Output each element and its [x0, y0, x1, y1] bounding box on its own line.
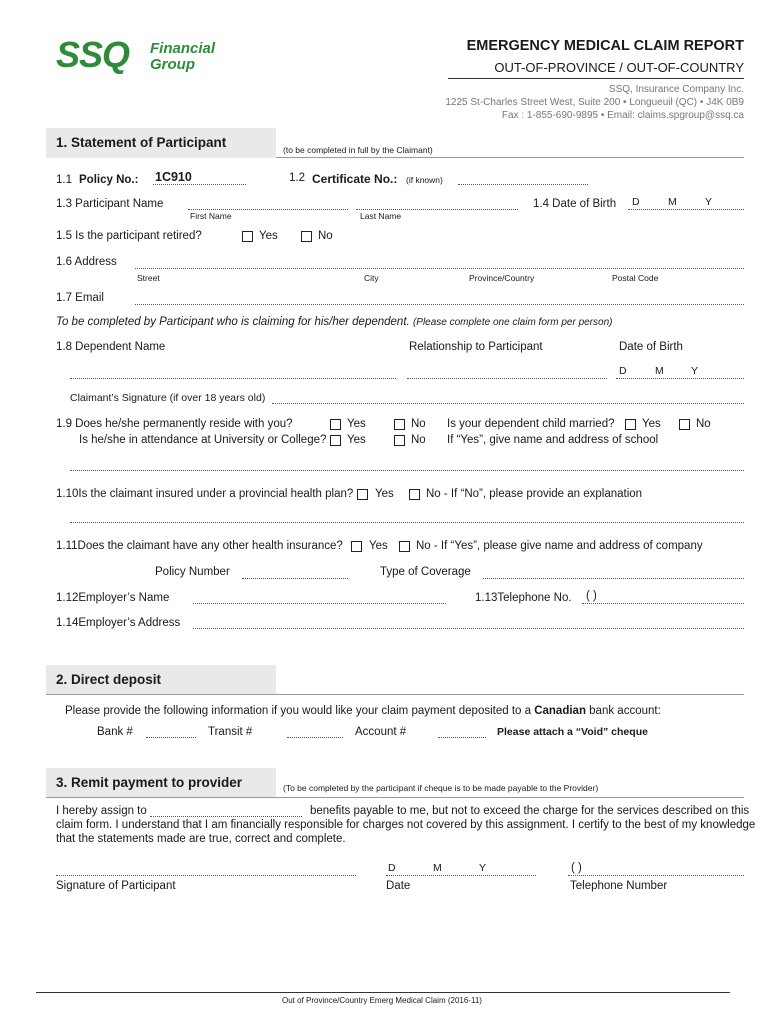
sig-date-label: Date	[386, 880, 411, 892]
section-3-note: (To be completed by the participant if cheque is to be made payable to the Provider)	[283, 783, 599, 793]
first-name-caption: First Name	[190, 211, 232, 221]
transit-label: Transit #	[208, 726, 253, 738]
telephone-field[interactable]	[582, 603, 744, 604]
employer-name-field[interactable]	[193, 603, 446, 604]
employer-name-label: 1.12Employer’s Name	[56, 592, 170, 604]
assign-text-a: I hereby assign to	[56, 805, 147, 817]
section-2-rule	[46, 694, 744, 695]
reside-no-checkbox[interactable]	[394, 419, 405, 430]
company-address: 1225 St-Charles Street West, Suite 200 • Longueuil (QC) • J4K 0B9	[445, 97, 744, 108]
certificate-number-field[interactable]	[458, 184, 588, 185]
married-question: Is your dependent child married?	[447, 418, 615, 430]
transit-field[interactable]	[287, 737, 343, 738]
other-policy-number-field[interactable]	[242, 578, 348, 579]
bank-field[interactable]	[146, 737, 196, 738]
participant-signature-label: Signature of Participant	[56, 880, 176, 892]
section-2-header	[46, 665, 276, 695]
policy-number-value[interactable]: 1C910	[155, 170, 192, 184]
type-coverage-field[interactable]	[483, 578, 744, 579]
school-instruction: If “Yes”, give name and address of school	[447, 434, 659, 446]
footer-text: Out of Province/Country Emerg Medical Claim (2016-11)	[282, 996, 482, 1005]
telephone-paren: ( )	[586, 590, 597, 602]
section-2-title: 2. Direct deposit	[56, 672, 162, 687]
deposit-intro-c: bank account:	[585, 705, 661, 717]
retired-yes-label: Yes	[259, 230, 278, 242]
sig-phone-paren: ( )	[571, 862, 582, 874]
deposit-intro-canadian: Canadian	[534, 705, 586, 717]
certificate-label-num: 1.2	[289, 172, 305, 184]
provincial-plan-no-label: No - If “No”, please provide an explanation	[426, 488, 643, 500]
retired-no-checkbox[interactable]	[301, 231, 312, 242]
sig-date-field[interactable]	[386, 875, 536, 876]
dependent-dob-field[interactable]	[616, 378, 744, 379]
sig-date-y: Y	[479, 862, 487, 874]
dob-field[interactable]	[628, 209, 744, 210]
retired-yes-checkbox[interactable]	[242, 231, 253, 242]
university-question: Is he/she in attendance at University or College?	[79, 434, 327, 446]
sig-date-m: M	[433, 862, 442, 874]
sig-date-d: D	[388, 862, 396, 874]
provincial-plan-question: 1.10Is the claimant insured under a provincial health plan?	[56, 488, 354, 500]
address-label: 1.6 Address	[56, 256, 117, 268]
address-province-caption: Province/Country	[469, 273, 535, 283]
reside-no-label: No	[411, 418, 426, 430]
dependent-dob-d: D	[619, 365, 627, 377]
section-1-note: (to be completed in full by the Claimant)	[283, 145, 433, 155]
email-field[interactable]	[135, 304, 744, 305]
account-field[interactable]	[438, 737, 486, 738]
university-no-checkbox[interactable]	[394, 435, 405, 446]
deposit-intro-a: Please provide the following information if you would like your claim payment deposited to a	[65, 705, 535, 717]
void-cheque-note: Please attach a “Void” cheque	[497, 726, 648, 738]
logo-financial-text: Financial	[150, 40, 216, 57]
deposit-intro	[65, 705, 661, 717]
address-postal-caption: Postal Code	[612, 273, 659, 283]
dob-m: M	[668, 196, 677, 208]
relationship-field[interactable]	[407, 378, 607, 379]
dob-label: 1.4 Date of Birth	[533, 198, 617, 210]
form-title: EMERGENCY MEDICAL CLAIM REPORT	[466, 38, 744, 54]
policy-label: Policy No.:	[79, 174, 139, 186]
married-no-label: No	[696, 418, 711, 430]
university-yes-label: Yes	[347, 434, 366, 446]
section-1-header	[46, 128, 276, 158]
company-name: SSQ, Insurance Company Inc.	[608, 84, 744, 95]
reside-yes-label: Yes	[347, 418, 366, 430]
logo-group-text: Group	[150, 56, 195, 73]
other-insurance-yes-checkbox[interactable]	[351, 541, 362, 552]
claimant-signature-label: Claimant’s Signature (if over 18 years old)	[70, 392, 266, 404]
policy-number-label: Policy Number	[155, 566, 230, 578]
other-insurance-no-label: No - If “Yes”, please give name and address of company	[416, 540, 703, 552]
employer-address-label: 1.14Employer’s Address	[56, 617, 181, 629]
provincial-plan-yes-label: Yes	[375, 488, 394, 500]
other-insurance-no-checkbox[interactable]	[399, 541, 410, 552]
first-name-field[interactable]	[188, 209, 348, 210]
dependent-note-paren: (Please complete one claim form per person)	[412, 317, 613, 328]
bank-label: Bank #	[97, 726, 133, 738]
company-fax-email: Fax : 1-855-690-9895 • Email: claims.spgroup@ssq.ca	[501, 110, 744, 121]
assign-text-b: benefits payable to me, but not to exceed the charge for the services described on this	[310, 805, 750, 817]
sig-phone-label: Telephone Number	[570, 880, 668, 892]
last-name-caption: Last Name	[360, 211, 402, 221]
header-divider	[448, 78, 744, 79]
dob-d: D	[632, 196, 640, 208]
school-field[interactable]	[70, 470, 744, 471]
participant-name-label: 1.3 Participant Name	[56, 198, 164, 210]
dependent-name-label: 1.8 Dependent Name	[56, 341, 166, 353]
account-label: Account #	[355, 726, 407, 738]
provincial-plan-explanation-field[interactable]	[70, 522, 744, 523]
provincial-plan-yes-checkbox[interactable]	[357, 489, 368, 500]
address-field[interactable]	[135, 268, 744, 269]
married-yes-checkbox[interactable]	[625, 419, 636, 430]
university-yes-checkbox[interactable]	[330, 435, 341, 446]
provincial-plan-no-checkbox[interactable]	[409, 489, 420, 500]
participant-signature-field[interactable]	[56, 875, 356, 876]
footer-rule	[36, 992, 730, 993]
university-no-label: No	[411, 434, 426, 446]
address-city-caption: City	[364, 273, 379, 283]
sig-phone-field[interactable]	[568, 875, 744, 876]
assign-text-line3: that the statements made are true, correct and complete.	[56, 833, 346, 845]
dob-y: Y	[705, 196, 713, 208]
section-1-rule	[276, 157, 744, 158]
dependent-note	[56, 316, 612, 328]
type-coverage-label: Type of Coverage	[380, 566, 471, 578]
claimant-signature-field[interactable]	[272, 403, 744, 404]
certificate-if-known: (if known)	[406, 175, 443, 185]
reside-yes-checkbox[interactable]	[330, 419, 341, 430]
section-1-title: 1. Statement of Participant	[56, 135, 227, 150]
email-label: 1.7 Email	[56, 292, 104, 304]
reside-question: 1.9 Does he/she permanently reside with you?	[56, 418, 293, 430]
dependent-dob-y: Y	[691, 365, 699, 377]
retired-question: 1.5 Is the participant retired?	[56, 230, 202, 242]
assign-text-line2: claim form. I understand that I am financially responsible for charges not covered by this assignment. I certify to the best of my knowledge	[56, 819, 756, 831]
retired-no-label: No	[318, 230, 333, 242]
section-3-title: 3. Remit payment to provider	[56, 775, 243, 790]
married-no-checkbox[interactable]	[679, 419, 690, 430]
form-subtitle: OUT-OF-PROVINCE / OUT-OF-COUNTRY	[494, 60, 744, 75]
certificate-label: Certificate No.:	[312, 172, 398, 186]
policy-label-num: 1.1	[56, 174, 72, 186]
employer-address-field[interactable]	[193, 628, 744, 629]
address-street-caption: Street	[137, 273, 160, 283]
assign-provider-field[interactable]	[150, 816, 302, 817]
dependent-dob-m: M	[655, 365, 664, 377]
married-yes-label: Yes	[642, 418, 661, 430]
telephone-label: 1.13Telephone No.	[475, 592, 572, 604]
section-3-rule	[46, 797, 744, 798]
last-name-field[interactable]	[356, 209, 518, 210]
dependent-name-field[interactable]	[70, 378, 396, 379]
section-3-header	[46, 768, 276, 798]
dependent-note-main: To be completed by Participant who is claiming for his/her dependent.	[56, 316, 410, 328]
relationship-label: Relationship to Participant	[409, 341, 543, 353]
dependent-dob-label: Date of Birth	[619, 341, 683, 353]
other-insurance-yes-label: Yes	[369, 540, 388, 552]
logo-ssq-text: SSQ	[56, 34, 130, 75]
policy-number-line	[153, 184, 246, 185]
other-insurance-question: 1.11Does the claimant have any other health insurance?	[56, 540, 343, 552]
